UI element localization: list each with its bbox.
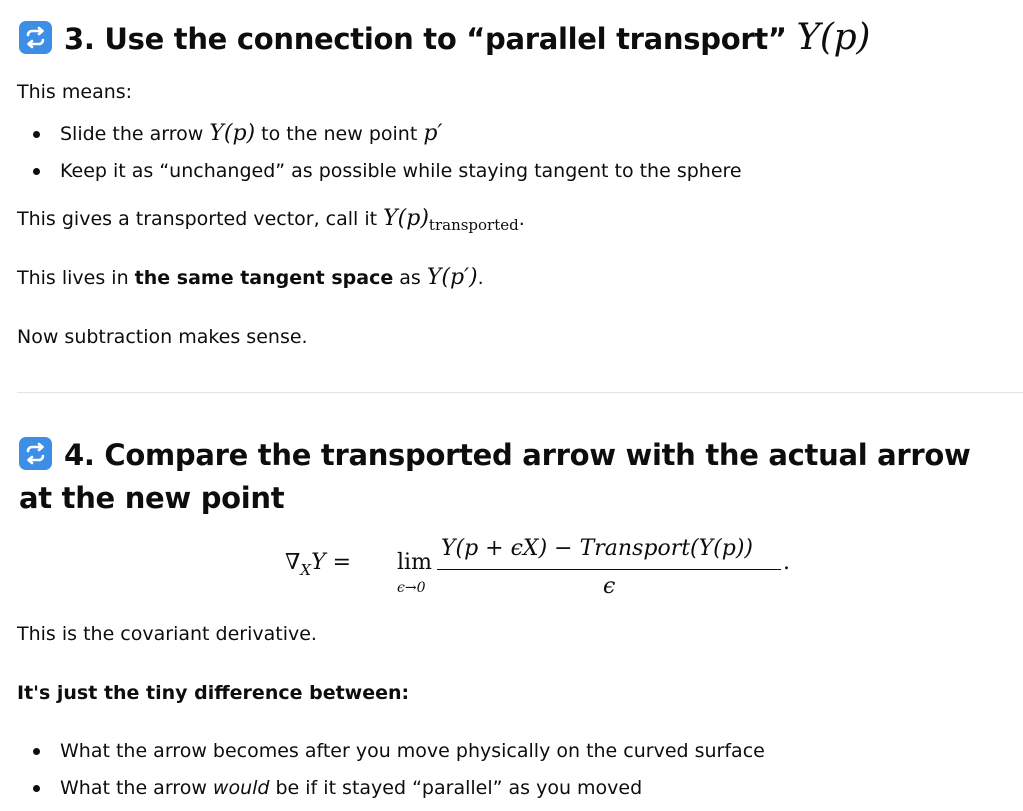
list-item — [17, 774, 765, 811]
section-4-heading-text: 4. Compare the transported arrow with the actual arrow at the new point — [19, 438, 971, 515]
limit-subscript: ϵ→0 — [397, 580, 426, 596]
bullet-math: Y(p) — [209, 121, 256, 146]
line-text: . — [477, 267, 484, 289]
transported-vector-line — [17, 205, 525, 239]
line-text: as — [393, 267, 427, 289]
section-4-bullet-list — [17, 737, 765, 811]
list-item — [17, 737, 765, 774]
inline-math: Y(p′) — [426, 265, 478, 290]
line-text: This lives in — [17, 267, 135, 289]
section-3-heading — [19, 16, 870, 61]
section-3-heading-text: 3. Use the connection to “parallel transport” — [64, 22, 787, 56]
bold-text: the same tangent space — [134, 267, 394, 289]
equation-lhs-y: Y = — [311, 550, 352, 575]
section-3-intro: This means: — [17, 81, 133, 103]
line-text: . — [518, 208, 525, 230]
bullet-text: Slide the arrow — [60, 123, 210, 145]
tangent-space-line — [17, 264, 484, 292]
nabla-subscript: X — [300, 561, 312, 579]
equation-period: . — [783, 550, 790, 575]
limit-operator: lim — [397, 550, 432, 575]
subtraction-line: Now subtraction makes sense. — [17, 326, 308, 348]
bullet-text: What the arrow becomes after you move physically on the curved surface — [60, 740, 765, 762]
list-item — [17, 157, 742, 194]
section-divider — [17, 392, 1023, 393]
inline-math-subscript: transported — [428, 216, 519, 234]
section-3-bullet-list — [17, 120, 742, 194]
section-3-heading-math: Y(p) — [796, 17, 871, 58]
covariant-derivative-equation — [285, 536, 790, 599]
line-text: This gives a transported vector, call it — [17, 208, 384, 230]
bullet-text: What the arrow — [60, 777, 213, 799]
difference-heading: It's just the tiny difference between: — [17, 682, 410, 704]
list-item — [17, 120, 742, 157]
nabla-symbol: ∇ — [285, 550, 301, 575]
equation-denominator: ϵ — [603, 574, 616, 599]
bullet-text: Keep it as “unchanged” as possible while staying tangent to the sphere — [60, 160, 742, 182]
inline-math: Y(p) — [383, 206, 429, 231]
covariant-line: This is the covariant derivative. — [17, 623, 317, 645]
repeat-icon — [19, 437, 52, 470]
italic-text: would — [212, 777, 270, 799]
equation-lhs — [285, 550, 351, 579]
section-4-heading — [19, 434, 1009, 520]
repeat-icon — [19, 21, 52, 54]
equation-numerator: Y(p + ϵX) − Transport(Y(p)) — [441, 536, 753, 561]
bullet-text: to the new point — [255, 123, 424, 145]
bullet-text: be if it stayed “parallel” as you moved — [269, 777, 643, 799]
fraction-bar — [437, 569, 781, 570]
bullet-math: p′ — [423, 121, 443, 146]
